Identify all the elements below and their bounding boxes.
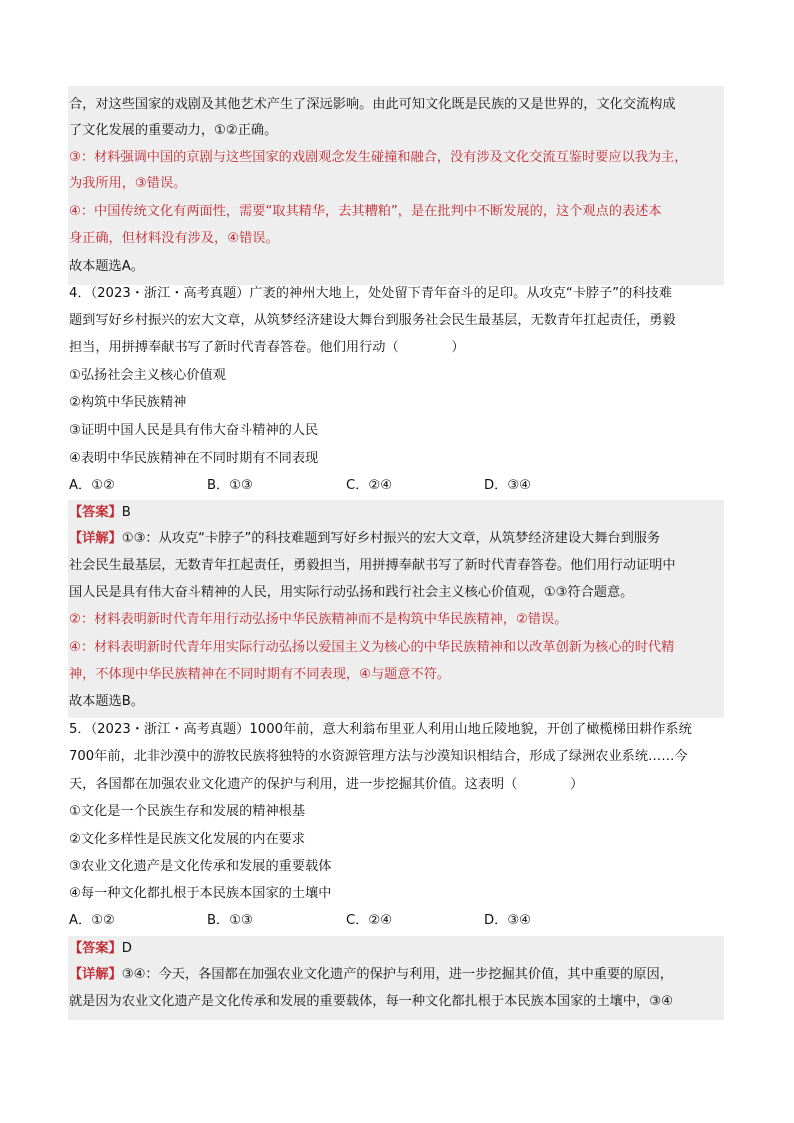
statement-item: ④表明中华民族精神在不同时期有不同表现	[69, 451, 319, 466]
detail-line-q4	[69, 529, 729, 549]
question-stem-q4: 题到写好乡村振兴的宏大文章，从筑梦经济建设大舞台到服务社会民生最基层，无数青年扛起责任，勇毅	[69, 313, 676, 328]
conclusion-line: 故本题选A。	[69, 259, 144, 274]
detail-line-q4: 国人民是具有伟大奋斗精神的人民，用实际行动弘扬和践行社会主义核心价值观，①③符合题意。	[69, 585, 634, 600]
conclusion-line: 故本题选B。	[69, 694, 144, 709]
option-c: C．②④	[346, 478, 393, 493]
detail-line-red: ④：材料表明新时代青年用实际行动弘扬以爱国主义为核心的中华民族精神和以改革创新为核心的时代精	[69, 640, 675, 655]
option-c: C．②④	[346, 913, 393, 928]
option-a: A．①②	[69, 478, 115, 493]
answer-tag: 【答案】	[69, 505, 122, 520]
detail-text: ①③：从攻克“卡脖子”的科技难题到写好乡村振兴的宏大文章，从筑梦经济建设大舞台到服务	[121, 531, 661, 546]
question-stem-q5: 天，各国都在加强农业文化遗产的保护与利用，进一步挖掘其价值。这表明（ ）	[69, 777, 584, 792]
option-b: B．①③	[207, 913, 253, 928]
statement-item: ③农业文化遗产是文化传承和发展的重要载体	[69, 859, 332, 874]
statement-item: ①文化是一个民族生存和发展的精神根基	[69, 804, 306, 819]
question-stem-q5: 5．（2023・浙江・高考真题）1000年前，意大利翁布里亚人利用山地丘陵地貌，开创了橄榄梯田耕作系统	[69, 722, 692, 737]
answer-tag: 【答案】	[69, 941, 122, 956]
detail-line-red: 神，不体现中华民族精神在不同时期有不同表现，④与题意不符。	[69, 667, 451, 682]
option-b: B．①③	[207, 478, 253, 493]
detail-line-q4: 社会民生最基层，无数青年扛起责任，勇毅担当，用拼搏奉献书写了新时代青春答卷。他们用行动证明中	[69, 558, 676, 573]
answer-value: D	[121, 941, 132, 956]
text-line-red: ③：材料强调中国的京剧与这些国家的戏剧观念发生碰撞和融合，没有涉及文化交流互鉴时要应以我为主，	[69, 150, 688, 165]
question-stem-q4: 4．（2023・浙江・高考真题）广袤的神州大地上，处处留下青年奋斗的足印。从攻克“卡脖子”的科技难	[69, 286, 672, 301]
detail-line-red: ②：材料表明新时代青年用行动弘扬中华民族精神而不是构筑中华民族精神，②错误。	[69, 612, 568, 627]
statement-item: ①弘扬社会主义核心价值观	[69, 368, 226, 383]
detail-tag: 【详解】	[69, 531, 122, 546]
question-stem-q4: 担当，用拼搏奉献书写了新时代青春答卷。他们用行动（ ）	[69, 340, 465, 355]
question-stem-q5: 700年前，北非沙漠中的游牧民族将独特的水资源管理方法与沙漠知识相结合，形成了绿洲农业系统……今	[69, 749, 688, 764]
statement-item: ②构筑中华民族精神	[69, 395, 187, 410]
option-d: D．③④	[484, 913, 531, 928]
text-line-red: 身正确，但材料没有涉及，④错误。	[69, 231, 279, 246]
detail-line-q5: 就是因为农业文化遗产是文化传承和发展的重要载体，每一种文化都扎根于本民族本国家的土壤中，③④	[69, 994, 673, 1009]
answer-value: B	[121, 505, 131, 520]
statement-item: ③证明中国人民是具有伟大奋斗精神的人民	[69, 423, 319, 438]
text-line: 了文化发展的重要动力，①②正确。	[69, 123, 278, 138]
detail-tag: 【详解】	[69, 967, 122, 982]
answer-line-q5	[69, 939, 729, 959]
detail-text: ③④：今天，各国都在加强农业文化遗产的保护与利用，进一步挖掘其价值，其中重要的原因，	[121, 967, 673, 982]
text-line-red: 为我所用，③错误。	[69, 176, 187, 191]
detail-line-q5	[69, 965, 729, 985]
option-a: A．①②	[69, 913, 115, 928]
text-line-red: ④：中国传统文化有两面性，需要“取其精华，去其糟粕”，是在批判中不断发展的，这个观点的表述本	[69, 204, 662, 219]
text-line: 合，对这些国家的戏剧及其他艺术产生了深远影响。由此可知文化既是民族的又是世界的，文化交流构成	[69, 97, 676, 112]
statement-item: ④每一种文化都扎根于本民族本国家的土壤中	[69, 886, 332, 901]
option-d: D．③④	[484, 478, 531, 493]
statement-item: ②文化多样性是民族文化发展的内在要求	[69, 832, 306, 847]
answer-line-q4	[69, 503, 729, 523]
